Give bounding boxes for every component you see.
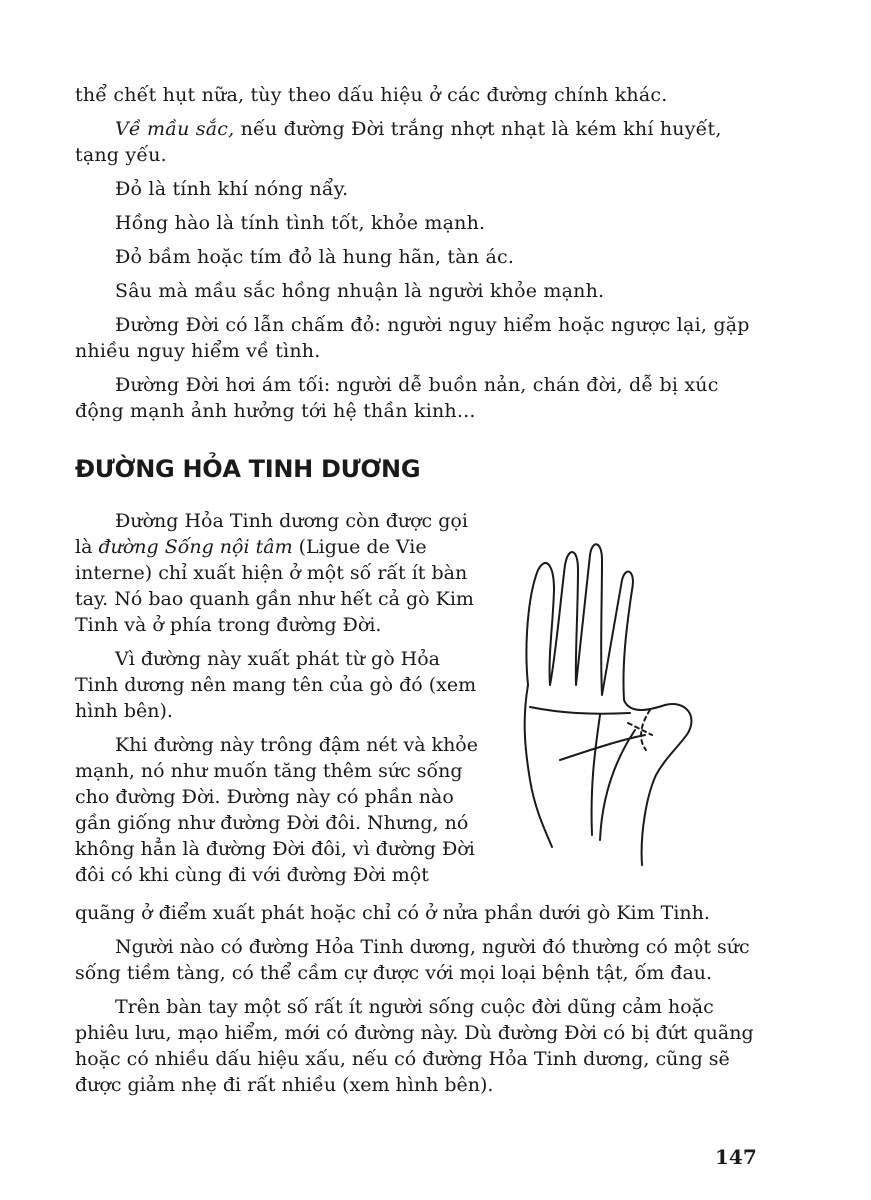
paragraph-strength-cont: quãng ở điểm xuất phát hoặc chỉ có ở nửa phần dưới gò Kim Tinh. <box>75 902 710 924</box>
paragraph-purple: Đỏ bầm hoặc tím đỏ là hung hãn, tàn ác. <box>115 246 515 268</box>
paragraph-red-dots: Đường Đời có lẫn chấm đỏ: người nguy hiểm hoặc ngược lại, gặp nhiều nguy hiểm về tình. <box>75 314 750 362</box>
paragraph-color-rest: nếu đường Đời trắng nhợt nhạt là kém khí huyết, tạng yếu. <box>75 118 722 166</box>
paragraph-dark: Đường Đời hơi ám tối: người dễ buồn nản, chán đời, dễ bị xúc động mạnh ảnh hưởng tới hệ thần kinh... <box>75 374 719 422</box>
palm-hand-drawing-icon <box>520 535 695 870</box>
paragraph-pink: Hồng hào là tính tình tốt, khỏe mạnh. <box>115 212 486 234</box>
italic-lead: Về mầu sắc, <box>115 118 235 140</box>
paragraph-brave: Trên bàn tay một số rất ít người sống cuộc đời dũng cảm hoặc phiêu lưu, mạo hiểm, mới có đường này. Dù đường Đời có bị đứt quãng hoặc có nhiều dấu hiệu xấu, nếu có đường Hỏa Tinh dương, cũng sẽ được giảm nhẹ đi rất nhiều (xem hình bên). <box>75 996 754 1096</box>
paragraph-vitality: Người nào có đường Hỏa Tinh dương, người đó thường có một sức sống tiềm tàng, có thể cầm cự được với mọi loại bệnh tật, ốm đau. <box>75 936 750 984</box>
paragraph-strength: Khi đường này trông đậm nét và khỏe mạnh, nó như muốn tăng thêm sức sống cho đường Đời. Đường này có phần nào gần giống như đường Đời đôi. Nhưng, nó không hẳn là đường Đời đôi, vì đường Đời đôi có khi cùng đi với đường Đời một <box>75 734 478 886</box>
intro-text-a: Đường Hỏa Tinh dương còn được gọi là <box>75 510 468 558</box>
narrow-text-block <box>75 508 485 888</box>
paragraph-intro <box>75 508 485 638</box>
paragraph-origin: Vì đường này xuất phát từ gò Hỏa Tinh dương nên mang tên của gò đó (xem hình bên). <box>75 648 477 722</box>
paragraph-color <box>75 116 755 168</box>
page-number: 147 <box>715 1145 757 1169</box>
paragraph-deep: Sâu mà mầu sắc hồng nhuận là người khỏe mạnh. <box>115 280 605 302</box>
top-text-block <box>75 82 755 424</box>
intro-italic: đường Sống nội tâm <box>98 536 293 558</box>
wide-text-block <box>75 900 755 1098</box>
paragraph-red: Đỏ là tính khí nóng nẩy. <box>115 178 349 200</box>
intro-text-b: (Ligue de Vie interne) chỉ xuất hiện ở một số rất ít bàn tay. Nó bao quanh gần như hết cả gò Kim Tinh và ở phía trong đường Đời. <box>75 536 474 636</box>
paragraph-continuation: thể chết hụt nữa, tùy theo dấu hiệu ở các đường chính khác. <box>75 84 668 106</box>
section-heading: ĐƯỜNG HỎA TINH DƯƠNG <box>75 455 421 483</box>
